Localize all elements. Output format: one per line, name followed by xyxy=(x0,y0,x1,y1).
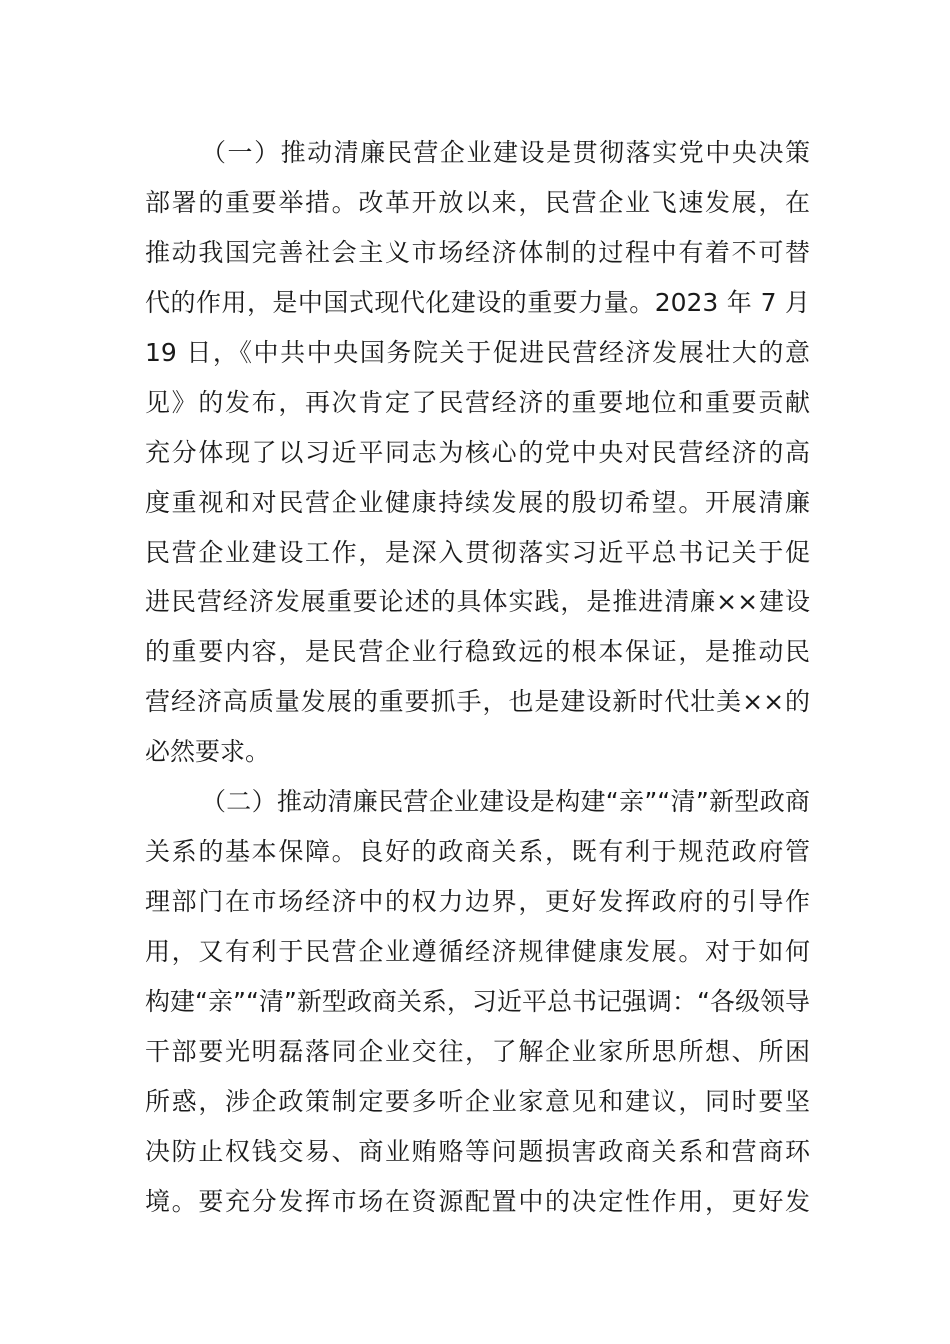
paragraph-2-line-4: 用，又有利于民营企业遵循经济规律健康发展。对于如何 xyxy=(145,937,810,966)
paragraph-2-line-8: 决防止权钱交易、商业贿赂等问题损害政商关系和营商环 xyxy=(145,1136,810,1166)
paragraph-2-line-1: （二）推动清廉民营企业建设是构建“亲”“清”新型政商 xyxy=(201,787,810,817)
paragraph-1-line-3: 推动我国完善社会主义市场经济体制的过程中有着不可替 xyxy=(145,237,810,267)
paragraph-1-line-1: （一）推动清廉民营企业建设是贯彻落实党中央决策 xyxy=(201,138,810,167)
body-text xyxy=(145,128,810,1227)
paragraph-1-line-4: 代的作用，是中国式现代化建设的重要力量。2023 年 7 月 xyxy=(145,287,810,317)
paragraph-2-line-3: 理部门在市场经济中的权力边界，更好发挥政府的引导作 xyxy=(145,887,810,917)
paragraph-2-line-9: 境。要充分发挥市场在资源配置中的决定性作用，更好发 xyxy=(145,1186,810,1216)
paragraph-2-line-2: 关系的基本保障。良好的政商关系，既有利于规范政府管 xyxy=(145,837,810,867)
paragraph-1-line-5: 19 日，《中共中央国务院关于促进民营经济发展壮大的意 xyxy=(145,337,810,367)
paragraph-1-line-9: 民营企业建设工作，是深入贯彻落实习近平总书记关于促 xyxy=(145,537,810,567)
paragraph-1-line-13: 必然要求。 xyxy=(145,737,271,767)
paragraph-2-line-5: 构建“亲”“清”新型政商关系，习近平总书记强调：“各级领导 xyxy=(145,986,810,1016)
paragraph-2-line-6: 干部要光明磊落同企业交往，了解企业家所思所想、所困 xyxy=(145,1036,810,1066)
paragraph-1-line-10: 进民营经济发展重要论述的具体实践，是推进清廉××建设 xyxy=(145,587,810,617)
paragraph-1-line-11: 的重要内容，是民营企业行稳致远的根本保证，是推动民 xyxy=(145,637,810,667)
paragraph-1-line-7: 充分体现了以习近平同志为核心的党中央对民营经济的高 xyxy=(145,437,810,467)
paragraph-1-line-8: 度重视和对民营企业健康持续发展的殷切希望。开展清廉 xyxy=(145,487,810,517)
paragraph-1-line-6: 见》的发布，再次肯定了民营经济的重要地位和重要贡献 xyxy=(145,387,810,417)
paragraph-1-line-2: 部署的重要举措。改革开放以来，民营企业飞速发展，在 xyxy=(145,187,810,217)
paragraph-2-line-7: 所惑，涉企政策制定要多听企业家意见和建议，同时要坚 xyxy=(145,1086,810,1116)
paragraph-1-line-12: 营经济高质量发展的重要抓手，也是建设新时代壮美××的 xyxy=(145,687,810,717)
